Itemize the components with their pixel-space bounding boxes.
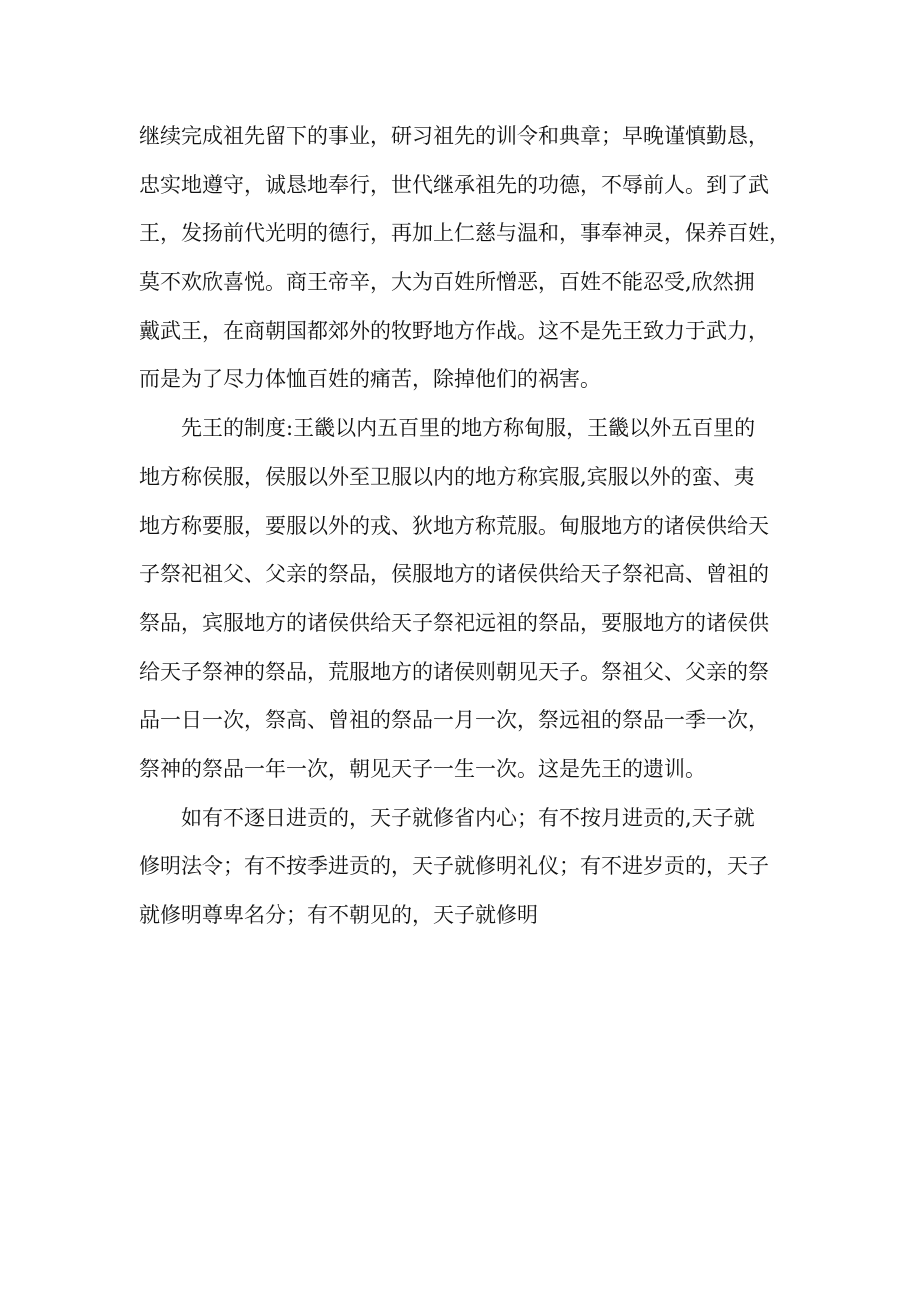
text-line: 先王的制度:王畿以内五百里的地方称甸服，王畿以外五百里的 [139, 416, 756, 441]
text-line: 如有不逐日进贡的，天子就修省内心；有不按月进贡的,天子就 [139, 805, 755, 830]
text-line: 祭品，宾服地方的诸侯供给天子祭祀远祖的祭品，要服地方的诸侯供 [139, 610, 769, 635]
text-line: 王，发扬前代光明的德行，再加上仁慈与温和，事奉神灵，保养百姓， [139, 221, 790, 246]
document-body [139, 112, 799, 940]
text-line: 而是为了尽力体恤百姓的痛苦，除掉他们的祸害。 [139, 367, 601, 392]
text-line: 子祭祀祖父、父亲的祭品，侯服地方的诸侯供给天子祭祀高、曾祖的 [139, 562, 769, 587]
paragraph-2 [139, 404, 799, 794]
text-line: 祭神的祭品一年一次，朝见天子一生一次。这是先王的遗训。 [139, 756, 706, 781]
text-line: 戴武王，在商朝国都郊外的牧野地方作战。这不是先王致力于武力， [139, 318, 769, 343]
text-line: 地方称要服，要服以外的戎、狄地方称荒服。甸服地方的诸侯供给天 [139, 513, 769, 538]
text-line: 就修明尊卑名分；有不朝见的，天子就修明 [139, 903, 538, 927]
text-line: 地方称侯服，侯服以外至卫服以内的地方称宾服,宾服以外的蛮、夷 [139, 464, 755, 489]
text-line: 给天子祭神的祭品，荒服地方的诸侯则朝见天子。祭祖父、父亲的祭 [139, 659, 769, 684]
paragraph-1 [139, 112, 799, 404]
text-line: 继续完成祖先留下的事业，研习祖先的训令和典章；早晚谨慎勤恳， [139, 124, 769, 148]
text-line: 忠实地遵守，诚恳地奉行，世代继承祖先的功德，不辱前人。到了武 [139, 172, 769, 197]
paragraph-3 [139, 794, 799, 940]
text-line: 莫不欢欣喜悦。商王帝辛，大为百姓所憎恶，百姓不能忍受,欣然拥 [139, 270, 755, 295]
text-line: 品一日一次，祭高、曾祖的祭品一月一次，祭远祖的祭品一季一次， [139, 708, 769, 733]
text-line: 修明法令；有不按季进贡的，天子就修明礼仪；有不进岁贡的，天子 [139, 854, 769, 879]
